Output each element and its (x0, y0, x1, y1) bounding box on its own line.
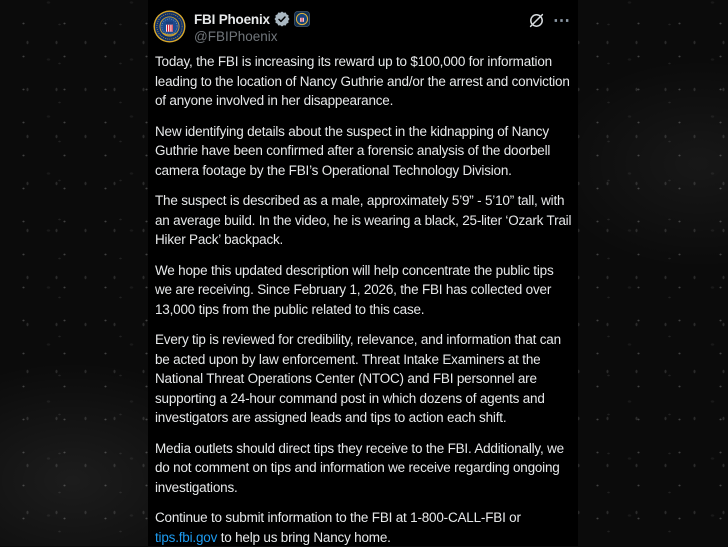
affiliate-badge-icon[interactable] (294, 11, 310, 27)
verified-badge-icon[interactable] (274, 11, 290, 27)
tweet-paragraph-reward: Today, the FBI is increasing its reward up to $100,000 for information leading to the location of Nancy Guthrie and/or the arrest and conviction of anyone involved in her disappearance. (155, 54, 570, 108)
more-icon[interactable]: ⋯ (553, 11, 570, 30)
tweet-paragraph-tips-count: We hope this updated description will help concentrate the public tips we are receiving. Since February 1, 2026, the FBI has collected over 13,000 tips from the public related to this case. (155, 262, 554, 317)
tweet-paragraph-closing (155, 508, 572, 547)
tips-fbi-gov-link[interactable]: tips.fbi.gov (155, 529, 218, 545)
author-names (194, 10, 310, 44)
author-name[interactable]: FBI Phoenix (194, 11, 270, 27)
tweet-text (155, 52, 572, 547)
tweet-paragraph-tip-review: Every tip is reviewed for credibility, relevance, and information that can be acted upon by law enforcement. Threat Intake Examiners at the National Threat Operations Center (NTOC) and FBI personnel are supporting a 24-hour command post in which dozens of agents and investigators are assigned leads and tips to action each shift. (155, 332, 561, 425)
tweet-card (148, 0, 578, 546)
closing-text-before: Continue to submit information to the FBI at 1-800-CALL-FBI or (155, 510, 521, 525)
grok-icon[interactable] (528, 12, 545, 29)
tweet-paragraph-media-outlets: Media outlets should direct tips they receive to the FBI. Additionally, we do not comment on tips and information we receive regarding ongoing investigations. (155, 440, 564, 495)
tweet-paragraph-suspect-description: The suspect is described as a male, approximately 5’9” - 5’10” tall, with an average build. In the video, he is wearing a black, 25-liter ‘Ozark Trail Hiker Pack’ backpack. (155, 193, 572, 247)
tweet-header (153, 10, 568, 48)
avatar[interactable] (153, 10, 186, 43)
tweet-paragraph-identifying-details: New identifying details about the suspect in the kidnapping of Nancy Guthrie have been confirmed after a forensic analysis of the doorbell camera footage by the FBI’s Operational Technology Division. (155, 123, 551, 178)
tweet-actions (528, 12, 570, 29)
closing-text-after: to help us bring Nancy home. (220, 529, 391, 545)
fbi-seal-icon (153, 10, 186, 43)
author-handle[interactable]: @FBIPhoenix (194, 29, 278, 44)
